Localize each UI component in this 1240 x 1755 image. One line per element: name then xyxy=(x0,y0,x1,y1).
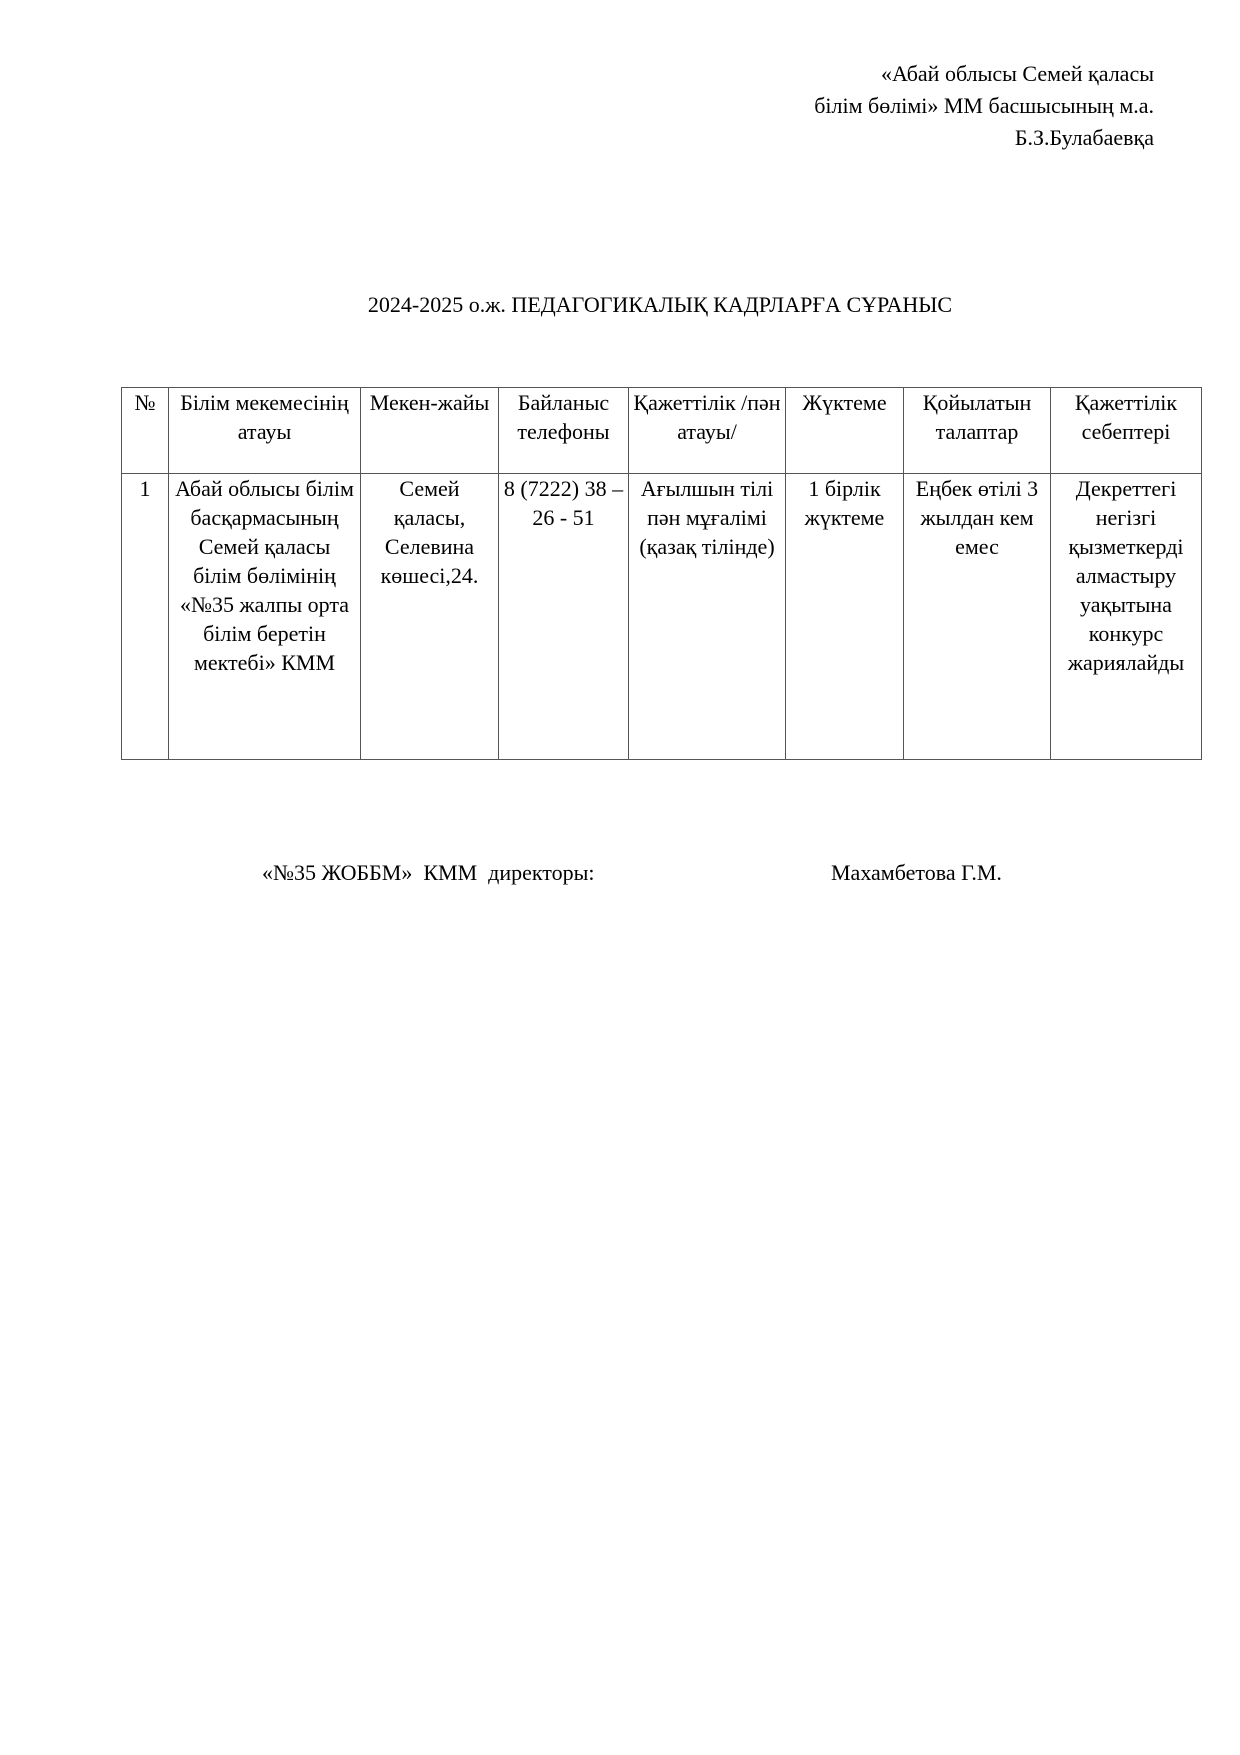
header-requirements: Қойылатын талаптар xyxy=(904,388,1051,474)
cell-institution-name: Абай облысы білім басқармасының Семей қаласы білім бөлімінің «№35 жалпы орта білім беретін мектебі» КММ xyxy=(169,474,361,760)
header-workload: Жүктеме xyxy=(786,388,904,474)
header-address: Мекен-жайы xyxy=(361,388,499,474)
signature-name: Махамбетова Г.М. xyxy=(831,860,1002,885)
cell-phone: 8 (7222) 38 – 26 - 51 xyxy=(499,474,629,760)
header-phone: Байланыс телефоны xyxy=(499,388,629,474)
document-title: 2024-2025 о.ж. ПЕДАГОГИКАЛЫҚ КАДРЛАРҒА СҰРАНЫС xyxy=(367,292,953,317)
request-table xyxy=(121,387,1202,760)
cell-number: 1 xyxy=(122,474,169,760)
addressee-line-1: «Абай облысы Семей қаласы xyxy=(880,61,1154,86)
addressee-line-2: білім бөлімі» ММ басшысының м.а. xyxy=(814,93,1154,118)
table-row xyxy=(122,474,1202,760)
addressee-block xyxy=(594,58,1154,154)
cell-address: Семей қаласы, Селевина көшесі,24. xyxy=(361,474,499,760)
cell-requirements: Еңбек өтілі 3 жылдан кем емес xyxy=(904,474,1051,760)
header-reasons: Қажеттілік себептері xyxy=(1051,388,1202,474)
cell-workload: 1 бірлік жүктеме xyxy=(786,474,904,760)
cell-reasons: Декреттегі негізгі қызметкерді алмастыру уақытына конкурс жариялайды xyxy=(1051,474,1202,760)
header-institution-name: Білім мекемесінің атауы xyxy=(169,388,361,474)
header-number: № xyxy=(122,388,169,474)
signature-position: «№35 ЖОББМ» КММ директоры: xyxy=(262,860,595,885)
header-need-subject: Қажеттілік /пән атауы/ xyxy=(629,388,786,474)
cell-need-subject: Ағылшын тілі пән мұғалімі (қазақ тілінде) xyxy=(629,474,786,760)
addressee-line-3: Б.З.Булабаевқа xyxy=(1014,125,1154,150)
table-header-row xyxy=(122,388,1202,474)
